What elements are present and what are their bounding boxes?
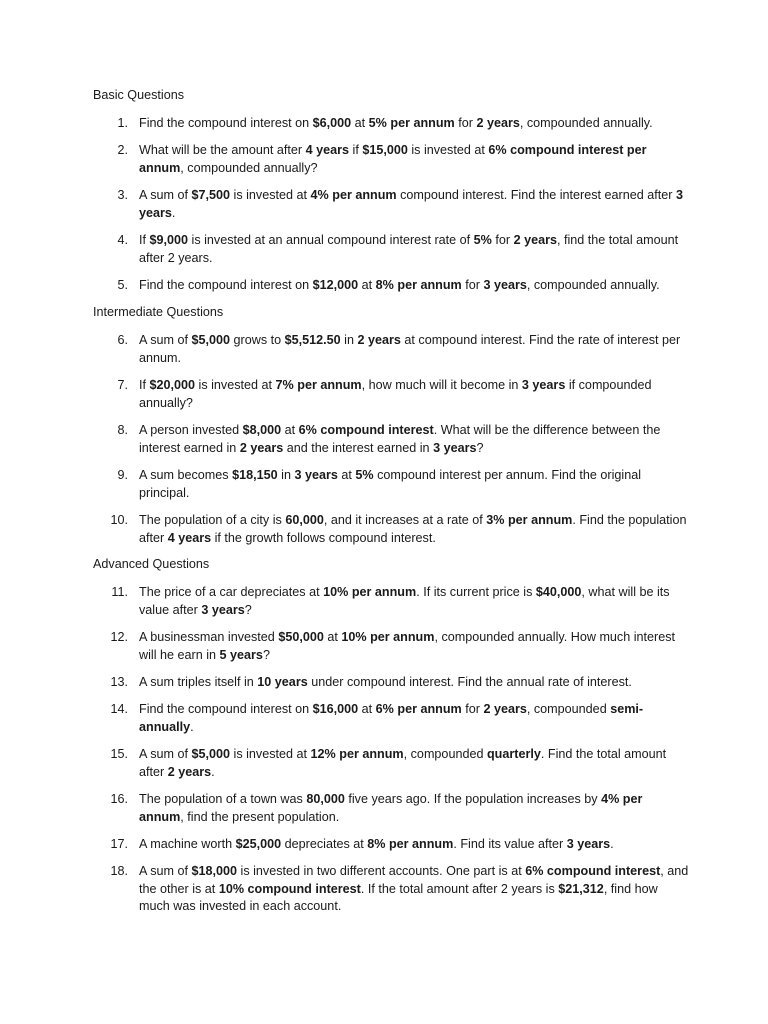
emphasized-value: $9,000	[149, 233, 189, 247]
emphasized-value: quarterly	[486, 747, 541, 761]
emphasized-value: 3 years	[566, 837, 611, 851]
emphasized-value: 3% per annum	[486, 513, 573, 527]
emphasized-value: 6% compound interest	[525, 864, 661, 878]
emphasized-value: 60,000	[285, 513, 324, 527]
question-item	[100, 377, 690, 412]
question-text: Find the compound interest on $12,000 at 8% per annum for 3 years, compounded annually.	[139, 278, 660, 292]
question-text: The price of a car depreciates at 10% per annum. If its current price is $40,000, what will be its value after 3 years?	[139, 585, 670, 617]
question-item	[100, 701, 690, 736]
emphasized-value: $20,000	[149, 378, 196, 392]
question-text: A sum of $5,000 is invested at 12% per annum, compounded quarterly. Find the total amount after 2 years.	[139, 747, 667, 779]
question-item	[100, 674, 690, 692]
emphasized-value: $18,000	[191, 864, 238, 878]
question-number: 7.	[117, 378, 128, 392]
emphasized-value: $16,000	[312, 702, 359, 716]
emphasized-value: 2 years	[357, 333, 401, 347]
question-number: 8.	[117, 423, 128, 437]
emphasized-value: 10% compound interest	[218, 881, 361, 896]
question-text: What will be the amount after 4 years if $15,000 is invested at 6% compound interest per annum, compounded annually?	[139, 143, 647, 175]
emphasized-value: semi-annually	[139, 702, 644, 734]
emphasized-value: $5,000	[191, 333, 231, 347]
emphasized-value: 3 years	[483, 278, 527, 292]
question-text: A machine worth $25,000 depreciates at 8% per annum. Find its value after 3 years.	[139, 837, 614, 851]
question-number: 4.	[117, 233, 128, 247]
question-item	[100, 422, 690, 457]
question-number: 16.	[110, 792, 128, 806]
section-heading-advanced: Advanced Questions	[93, 557, 210, 571]
emphasized-value: $7,500	[191, 188, 231, 202]
emphasized-value: 3 years	[201, 602, 245, 617]
emphasized-value: $5,000	[191, 747, 231, 761]
emphasized-value: $12,000	[312, 278, 359, 292]
emphasized-value: 2 years	[476, 116, 520, 130]
emphasized-value: 3 years	[433, 440, 477, 455]
question-number: 2.	[117, 143, 128, 157]
emphasized-value: 4 years	[305, 143, 350, 157]
question-text: A businessman invested $50,000 at 10% per annum, compounded annually. How much interest will he earn in 5 years?	[139, 630, 676, 662]
question-text: A sum of $18,000 is invested in two different accounts. One part is at 6% compound interest, and the other is at 10% compound interest. If the total amount after 2 years is $21,312, find how much was invested in each account.	[139, 864, 689, 913]
question-item	[100, 791, 690, 826]
emphasized-value: 2 years	[483, 702, 527, 716]
emphasized-value: 5%	[473, 233, 492, 247]
emphasized-value: $21,312	[558, 881, 604, 896]
emphasized-value: 2 years	[239, 440, 284, 455]
question-item	[100, 467, 690, 502]
emphasized-value: 6% per annum	[375, 702, 462, 716]
question-number: 9.	[117, 468, 128, 482]
emphasized-value: 4% per annum	[139, 792, 643, 824]
emphasized-value: 2 years	[513, 233, 557, 247]
emphasized-value: 6% compound interest	[298, 423, 434, 437]
question-text: Find the compound interest on $6,000 at 5% per annum for 2 years, compounded annually.	[139, 116, 653, 130]
question-item	[100, 584, 690, 619]
emphasized-value: 4 years	[167, 530, 212, 545]
emphasized-value: 10% per annum	[323, 585, 417, 599]
question-number: 18.	[110, 864, 128, 878]
question-item	[100, 746, 690, 781]
emphasized-value: $5,512.50	[284, 333, 341, 347]
question-item	[100, 332, 690, 367]
emphasized-value: 5%	[355, 468, 374, 482]
question-text: The population of a city is 60,000, and it increases at a rate of 3% per annum. Find the population after 4 years if the growth follows compound interest.	[139, 513, 687, 545]
question-text: A person invested $8,000 at 6% compound interest. What will be the difference between the interest earned in 2 years and the interest earned in 3 years?	[139, 423, 661, 455]
emphasized-value: 10% per annum	[341, 630, 435, 644]
question-item	[100, 836, 690, 854]
emphasized-value: 6% compound interest per annum	[139, 143, 647, 175]
question-text: If $20,000 is invested at 7% per annum, how much will it become in 3 years if compounded annually?	[139, 378, 652, 410]
emphasized-value: 5 years	[219, 647, 263, 662]
question-text: A sum of $5,000 grows to $5,512.50 in 2 years at compound interest. Find the rate of interest per annum.	[139, 333, 681, 365]
emphasized-value: $18,150	[232, 468, 278, 482]
question-item	[100, 115, 690, 133]
question-text: A sum of $7,500 is invested at 4% per annum compound interest. Find the interest earned after 3 years.	[139, 188, 683, 220]
question-item	[100, 277, 690, 295]
emphasized-value: 5% per annum	[368, 116, 455, 130]
question-text: A sum becomes $18,150 in 3 years at 5% compound interest per annum. Find the original principal.	[139, 468, 642, 500]
emphasized-value: 12% per annum	[310, 747, 404, 761]
question-number: 6.	[117, 333, 128, 347]
question-text: Find the compound interest on $16,000 at 6% per annum for 2 years, compounded semi-annually.	[139, 702, 644, 734]
question-number: 12.	[110, 630, 128, 644]
section-heading-basic: Basic Questions	[93, 88, 184, 102]
question-number: 13.	[110, 675, 128, 689]
emphasized-value: $8,000	[242, 423, 282, 437]
emphasized-value: 8% per annum	[367, 837, 454, 851]
emphasized-value: $40,000	[535, 585, 582, 599]
question-number: 15.	[110, 747, 128, 761]
emphasized-value: 8% per annum	[375, 278, 462, 292]
question-text: The population of a town was 80,000 five years ago. If the population increases by 4% per annum, find the present population.	[139, 792, 643, 824]
emphasized-value: $6,000	[312, 116, 352, 130]
emphasized-value: 7% per annum	[275, 378, 362, 392]
section-heading-intermediate: Intermediate Questions	[93, 305, 224, 319]
question-number: 14.	[110, 702, 128, 716]
emphasized-value: $50,000	[278, 630, 324, 644]
question-number: 5.	[117, 278, 128, 292]
question-text: A sum triples itself in 10 years under compound interest. Find the annual rate of interest.	[139, 675, 632, 689]
question-text: If $9,000 is invested at an annual compound interest rate of 5% for 2 years, find the total amount after 2 years.	[139, 233, 679, 265]
question-number: 11.	[111, 585, 128, 599]
emphasized-value: 80,000	[306, 792, 345, 806]
emphasized-value: 3 years	[139, 188, 683, 220]
question-number: 17.	[110, 837, 128, 851]
emphasized-value: $15,000	[362, 143, 408, 157]
question-item	[100, 142, 690, 177]
question-number: 3.	[117, 188, 128, 202]
emphasized-value: 10 years	[257, 675, 308, 689]
question-item	[100, 863, 690, 916]
emphasized-value: 3 years	[521, 378, 566, 392]
emphasized-value: $25,000	[235, 837, 282, 851]
question-number: 1.	[117, 116, 128, 130]
question-item	[100, 187, 690, 222]
question-item	[100, 232, 690, 267]
question-item	[100, 512, 690, 547]
emphasized-value: 3 years	[294, 468, 338, 482]
question-number: 10.	[110, 513, 128, 527]
emphasized-value: 2 years	[167, 764, 212, 779]
emphasized-value: 4% per annum	[310, 188, 397, 202]
question-item	[100, 629, 690, 664]
